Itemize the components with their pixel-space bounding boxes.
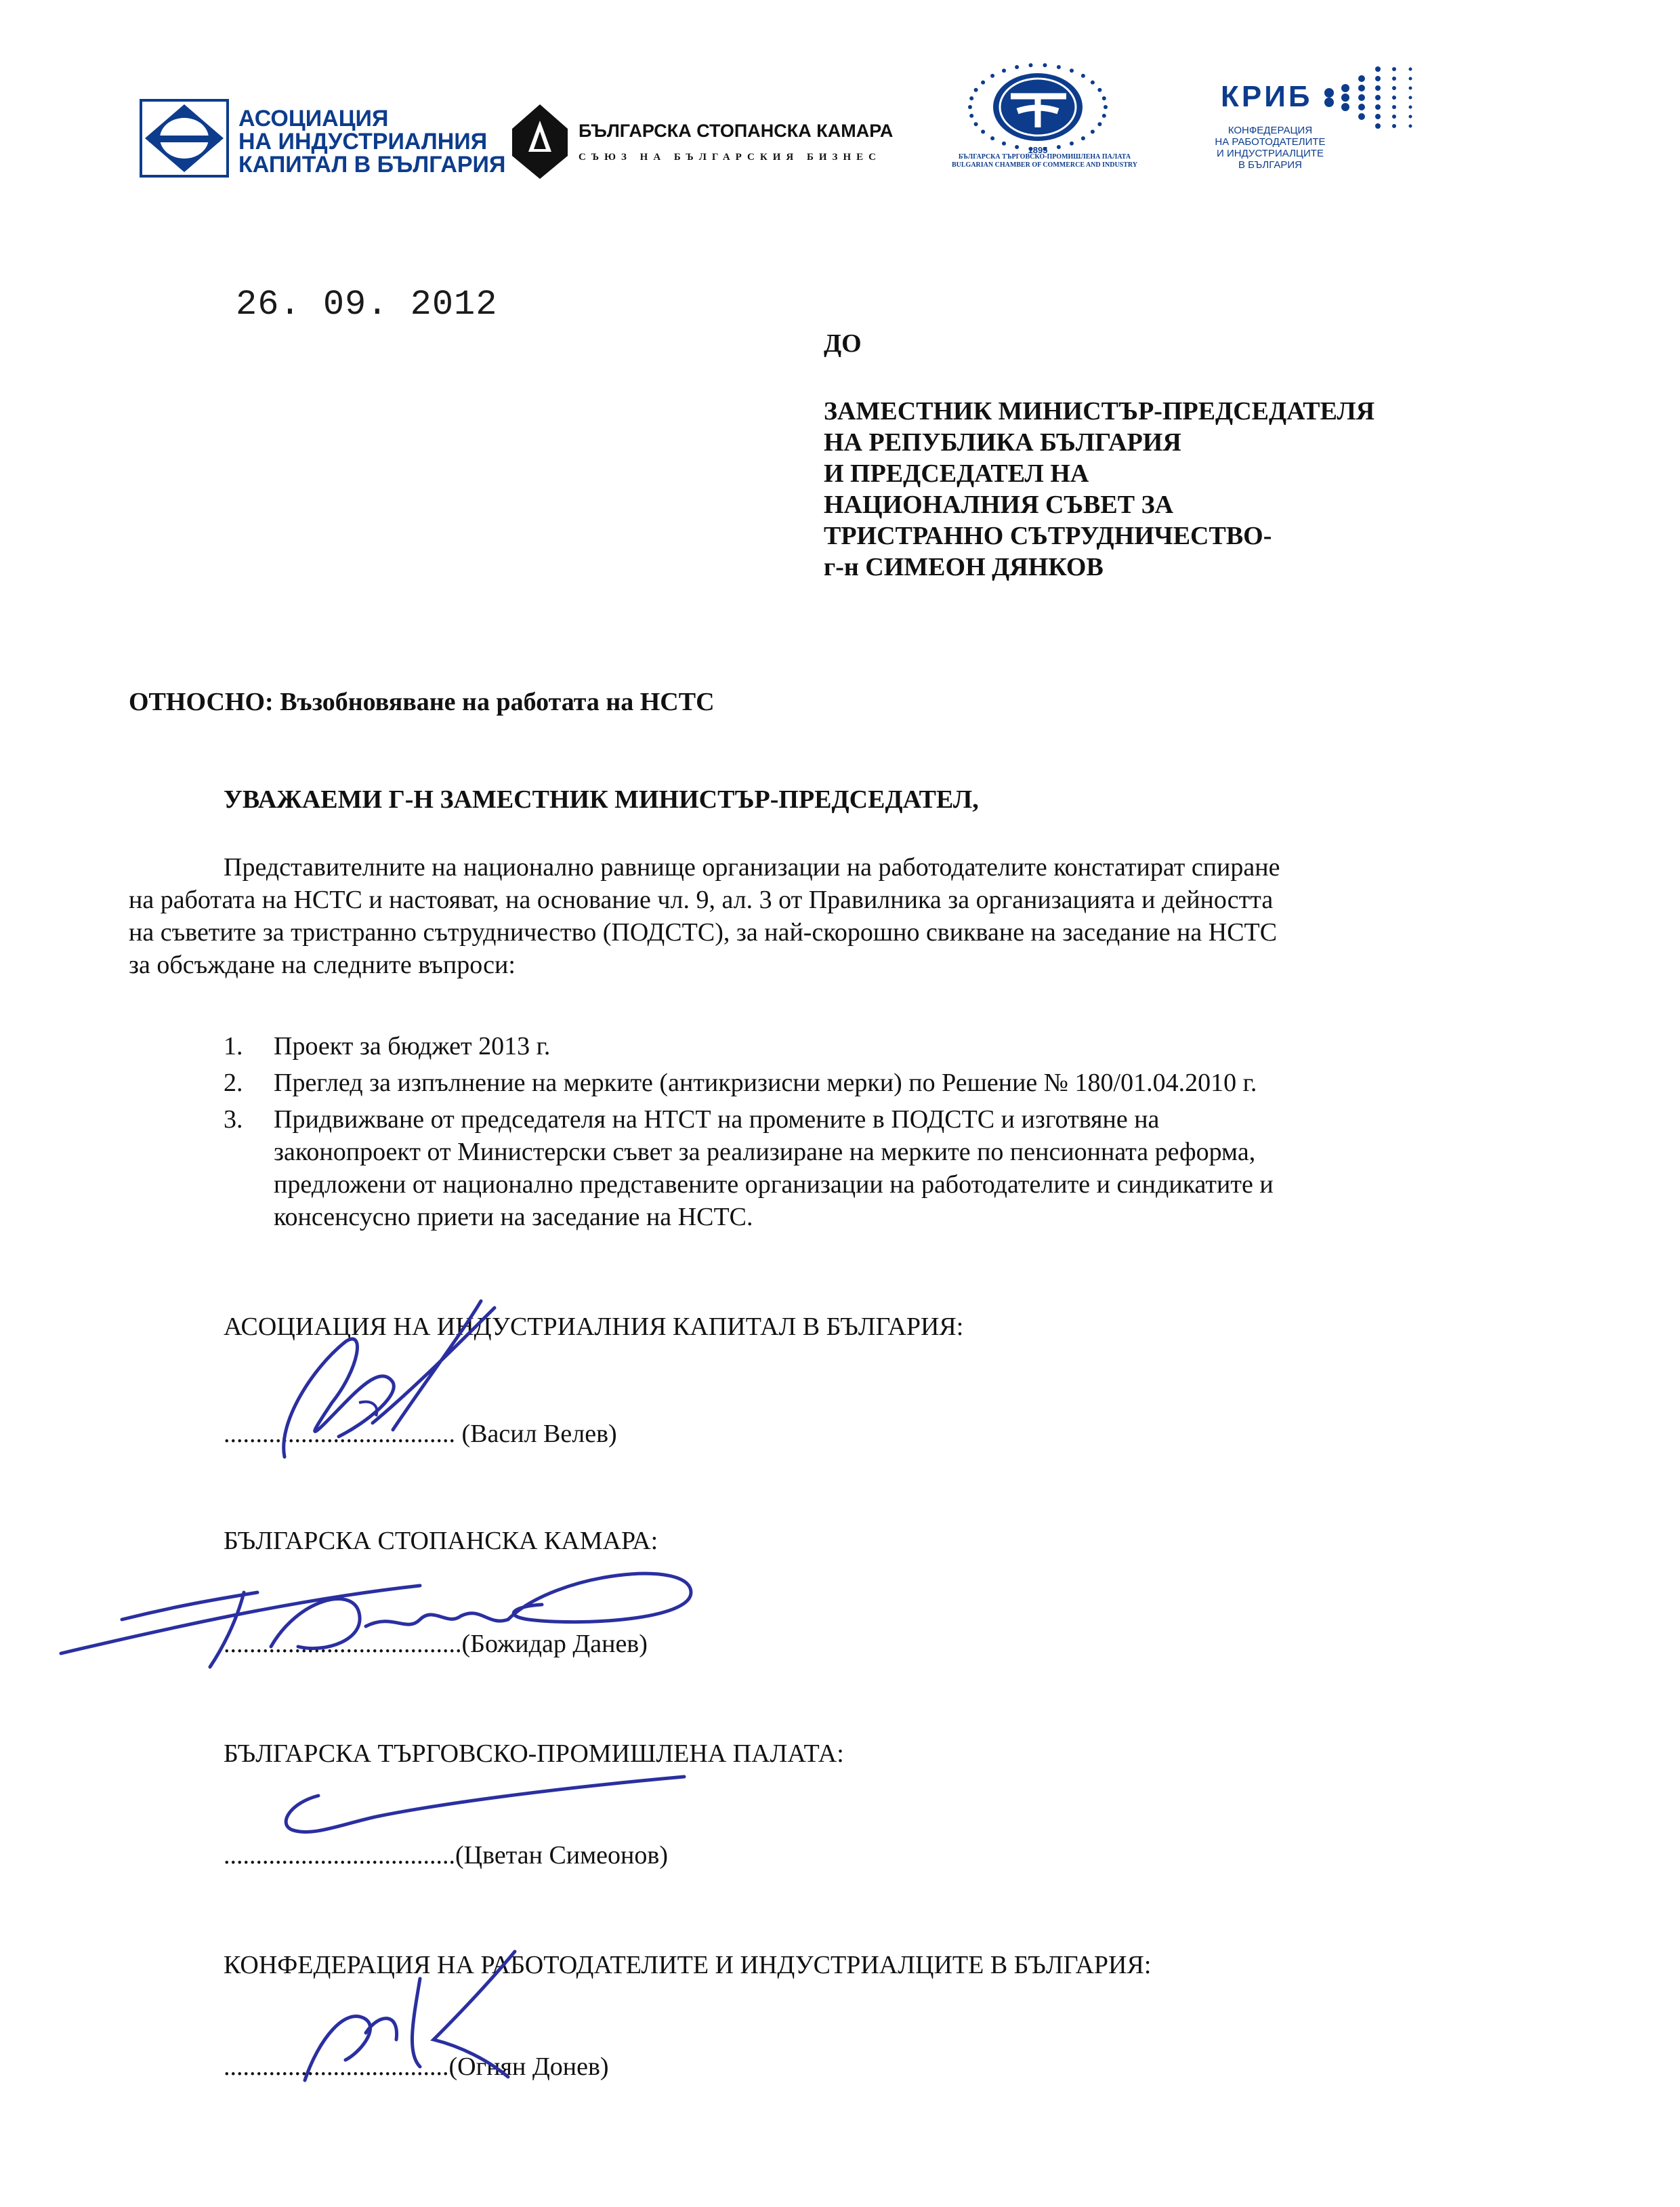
krib-dot xyxy=(1324,88,1334,98)
btpp-emblem-icon xyxy=(916,62,1160,157)
krib-line: И ИНДУСТРИАЛЦИТЕ xyxy=(1217,148,1324,159)
star-dot xyxy=(990,74,994,78)
addressee-line: НАЦИОНАЛНИЯ СЪВЕТ ЗА xyxy=(824,491,1174,519)
star-dot xyxy=(1104,105,1108,109)
star-dot xyxy=(968,105,972,109)
handwritten-signature-simeonov xyxy=(264,1762,698,1850)
star-dot xyxy=(1091,81,1095,85)
krib-dot xyxy=(1409,77,1412,81)
krib-dot xyxy=(1409,68,1412,71)
krib-dot xyxy=(1358,94,1365,101)
krib-dot xyxy=(1375,114,1381,119)
btpp-line: БЪЛГАРСКА ТЪРГОВСКО-ПРОМИШЛЕНА ПАЛАТА xyxy=(958,153,1131,161)
list-item-number: 3. xyxy=(224,1105,243,1134)
aik-line: КАПИТАЛ В БЪЛГАРИЯ xyxy=(238,152,506,178)
krib-line: НА РАБОТОДАТЕЛИТЕ xyxy=(1215,136,1326,148)
body-line: на работата на НСТС и настояват, на основание чл. 9, ал. 3 от Правилника за организацията и дейността xyxy=(129,886,1274,914)
body-line: за обсъждане на следните въпроси: xyxy=(129,951,516,979)
btpp-line: BULGARIAN CHAMBER OF COMMERCE AND INDUSTRY xyxy=(951,161,1137,169)
star-dot xyxy=(990,136,994,140)
krib-dot xyxy=(1409,87,1412,90)
bsk-title: БЪЛГАРСКА СТОПАНСКА КАМАРА xyxy=(579,121,894,141)
krib-dot xyxy=(1358,104,1365,110)
krib-line: В БЪЛГАРИЯ xyxy=(1238,159,1302,171)
bsk-emblem-icon xyxy=(509,102,570,182)
krib-dot xyxy=(1324,98,1334,107)
krib-dot xyxy=(1392,115,1396,119)
list-item-line: консенсусно приети на заседание на НСТС. xyxy=(274,1203,753,1231)
krib-dot xyxy=(1409,115,1412,119)
list-item-line: Придвижване от председателя на НТСТ на промените в ПОДСТС и изготвяне на xyxy=(274,1105,1160,1134)
body-line: на съветите за тристранно сътрудничество (ПОДСТС), за най-скорошно свикване на заседание на НСТС xyxy=(129,918,1278,947)
krib-dot xyxy=(1392,105,1396,109)
date-stamp: 26. 09. 2012 xyxy=(236,285,498,325)
body-line: Представителните на национално равнище организации на работодателите констатират спиране xyxy=(224,853,1280,882)
subject-line: ОТНОСНО: Възобновяване на работата на НСТС xyxy=(129,688,715,716)
handwritten-signature-danev xyxy=(41,1545,705,1680)
krib-dot xyxy=(1375,104,1381,110)
krib-dot xyxy=(1358,113,1365,120)
signature-line: ...................................(Огнян Донев) xyxy=(224,2053,609,2081)
krib-dot xyxy=(1392,124,1396,128)
list-item-line: предложени от национално представените организации на работодателите и синдикатите и xyxy=(274,1170,1274,1199)
list-item-line: законопроект от Министерски съвет за реализиране на мерките по пенсионната реформа, xyxy=(274,1138,1256,1166)
krib-dot xyxy=(1409,125,1412,128)
krib-dot xyxy=(1341,103,1349,111)
addressee-line: НА РЕПУБЛИКА БЪЛГАРИЯ xyxy=(824,428,1181,457)
addressee-line: ЗАМЕСТНИК МИНИСТЪР-ПРЕДСЕДАТЕЛЯ xyxy=(824,397,1375,426)
krib-dot xyxy=(1392,67,1396,71)
star-dot xyxy=(1029,63,1033,67)
krib-line: КОНФЕДЕРАЦИЯ xyxy=(1227,125,1313,136)
signature-org: КОНФЕДЕРАЦИЯ НА РАБОТОДАТЕЛИТЕ И ИНДУСТРИАЛЦИТЕ В БЪЛГАРИЯ: xyxy=(224,1951,1152,1979)
salutation: УВАЖАЕМИ Г-Н ЗАМЕСТНИК МИНИСТЪР-ПРЕДСЕДАТЕЛ, xyxy=(224,785,979,814)
addressee-to: ДО xyxy=(824,329,862,358)
handwritten-signature-velev xyxy=(257,1287,542,1470)
krib-dots-icon xyxy=(1322,64,1444,131)
signature-org: БЪЛГАРСКА ТЪРГОВСКО-ПРОМИШЛЕНА ПАЛАТА: xyxy=(224,1739,844,1768)
star-dot xyxy=(1015,145,1019,149)
star-dot xyxy=(974,122,978,126)
aik-line: НА ИНДУСТРИАЛНИЯ xyxy=(238,129,488,154)
list-item-text xyxy=(274,1067,1519,1099)
star-dot xyxy=(1091,129,1095,133)
handwritten-signature-donev xyxy=(285,1938,569,2094)
krib-dot xyxy=(1358,85,1365,91)
list-item-text xyxy=(274,1030,1519,1063)
star-dot xyxy=(981,129,985,133)
krib-dot xyxy=(1375,85,1381,91)
krib-dot xyxy=(1392,86,1396,90)
list-item-line: Преглед за изпълнение на мерките (антикризисни мерки) по Решение № 180/01.04.2010 г. xyxy=(274,1069,1257,1097)
aik-line: АСОЦИАЦИЯ xyxy=(238,106,389,131)
krib-dot xyxy=(1375,95,1381,100)
btpp-year: 1895 xyxy=(1028,145,1048,155)
star-dot xyxy=(1002,142,1006,146)
signature-line: .....................................(Божидар Данев) xyxy=(224,1630,648,1658)
krib-dot xyxy=(1375,76,1381,81)
addressee-block xyxy=(824,396,1374,583)
star-dot xyxy=(1057,145,1061,149)
krib-subtitle xyxy=(1179,125,1362,171)
signature-org: БЪЛГАРСКА СТОПАНСКА КАМАРА: xyxy=(224,1527,658,1555)
krib-name: КРИБ xyxy=(1221,80,1313,113)
btpp-name xyxy=(929,153,1160,169)
signature-line: ....................................(Цветан Симеонов) xyxy=(224,1841,668,1870)
aik-name xyxy=(238,107,505,176)
star-dot xyxy=(1081,136,1085,140)
signature-org: АСОЦИАЦИЯ НА ИНДУСТРИАЛНИЯ КАПИТАЛ В БЪЛГАРИЯ: xyxy=(224,1313,964,1341)
krib-dot xyxy=(1341,84,1349,92)
star-dot xyxy=(1043,63,1047,67)
aik-emblem-icon xyxy=(140,99,229,178)
krib-dot xyxy=(1409,106,1412,109)
star-dot xyxy=(969,96,973,100)
star-dot xyxy=(1057,65,1061,69)
body-paragraph xyxy=(129,851,1526,981)
list-item-number: 2. xyxy=(224,1069,243,1097)
star-dot xyxy=(1070,142,1074,146)
krib-dot xyxy=(1375,123,1381,129)
list-item-text xyxy=(274,1103,1519,1233)
krib-dot xyxy=(1358,75,1365,82)
addressee-line: ТРИСТРАННО СЪТРУДНИЧЕСТВО- xyxy=(824,522,1272,550)
krib-dot xyxy=(1409,96,1412,100)
list-item-number: 1. xyxy=(224,1032,243,1060)
signature-line: .................................... (Васил Велев) xyxy=(224,1420,617,1448)
krib-dot xyxy=(1392,96,1396,100)
star-dot xyxy=(969,114,973,118)
krib-dot xyxy=(1392,77,1396,81)
star-dot xyxy=(1070,68,1074,73)
addressee-line: г-н СИМЕОН ДЯНКОВ xyxy=(824,553,1104,581)
star-dot xyxy=(1015,65,1019,69)
star-dot xyxy=(1102,114,1106,118)
star-dot xyxy=(1097,122,1101,126)
bsk-subtitle: СЪЮЗ НА БЪЛГАРСКИЯ БИЗНЕС xyxy=(579,152,881,163)
star-dot xyxy=(981,81,985,85)
star-dot xyxy=(1102,96,1106,100)
addressee-line: И ПРЕДСЕДАТЕЛ НА xyxy=(824,459,1089,488)
list-item-line: Проект за бюджет 2013 г. xyxy=(274,1032,551,1060)
star-dot xyxy=(1002,68,1006,73)
krib-dot xyxy=(1375,66,1381,72)
star-dot xyxy=(1081,74,1085,78)
star-dot xyxy=(1097,88,1101,92)
krib-dot xyxy=(1341,94,1349,102)
star-dot xyxy=(974,88,978,92)
